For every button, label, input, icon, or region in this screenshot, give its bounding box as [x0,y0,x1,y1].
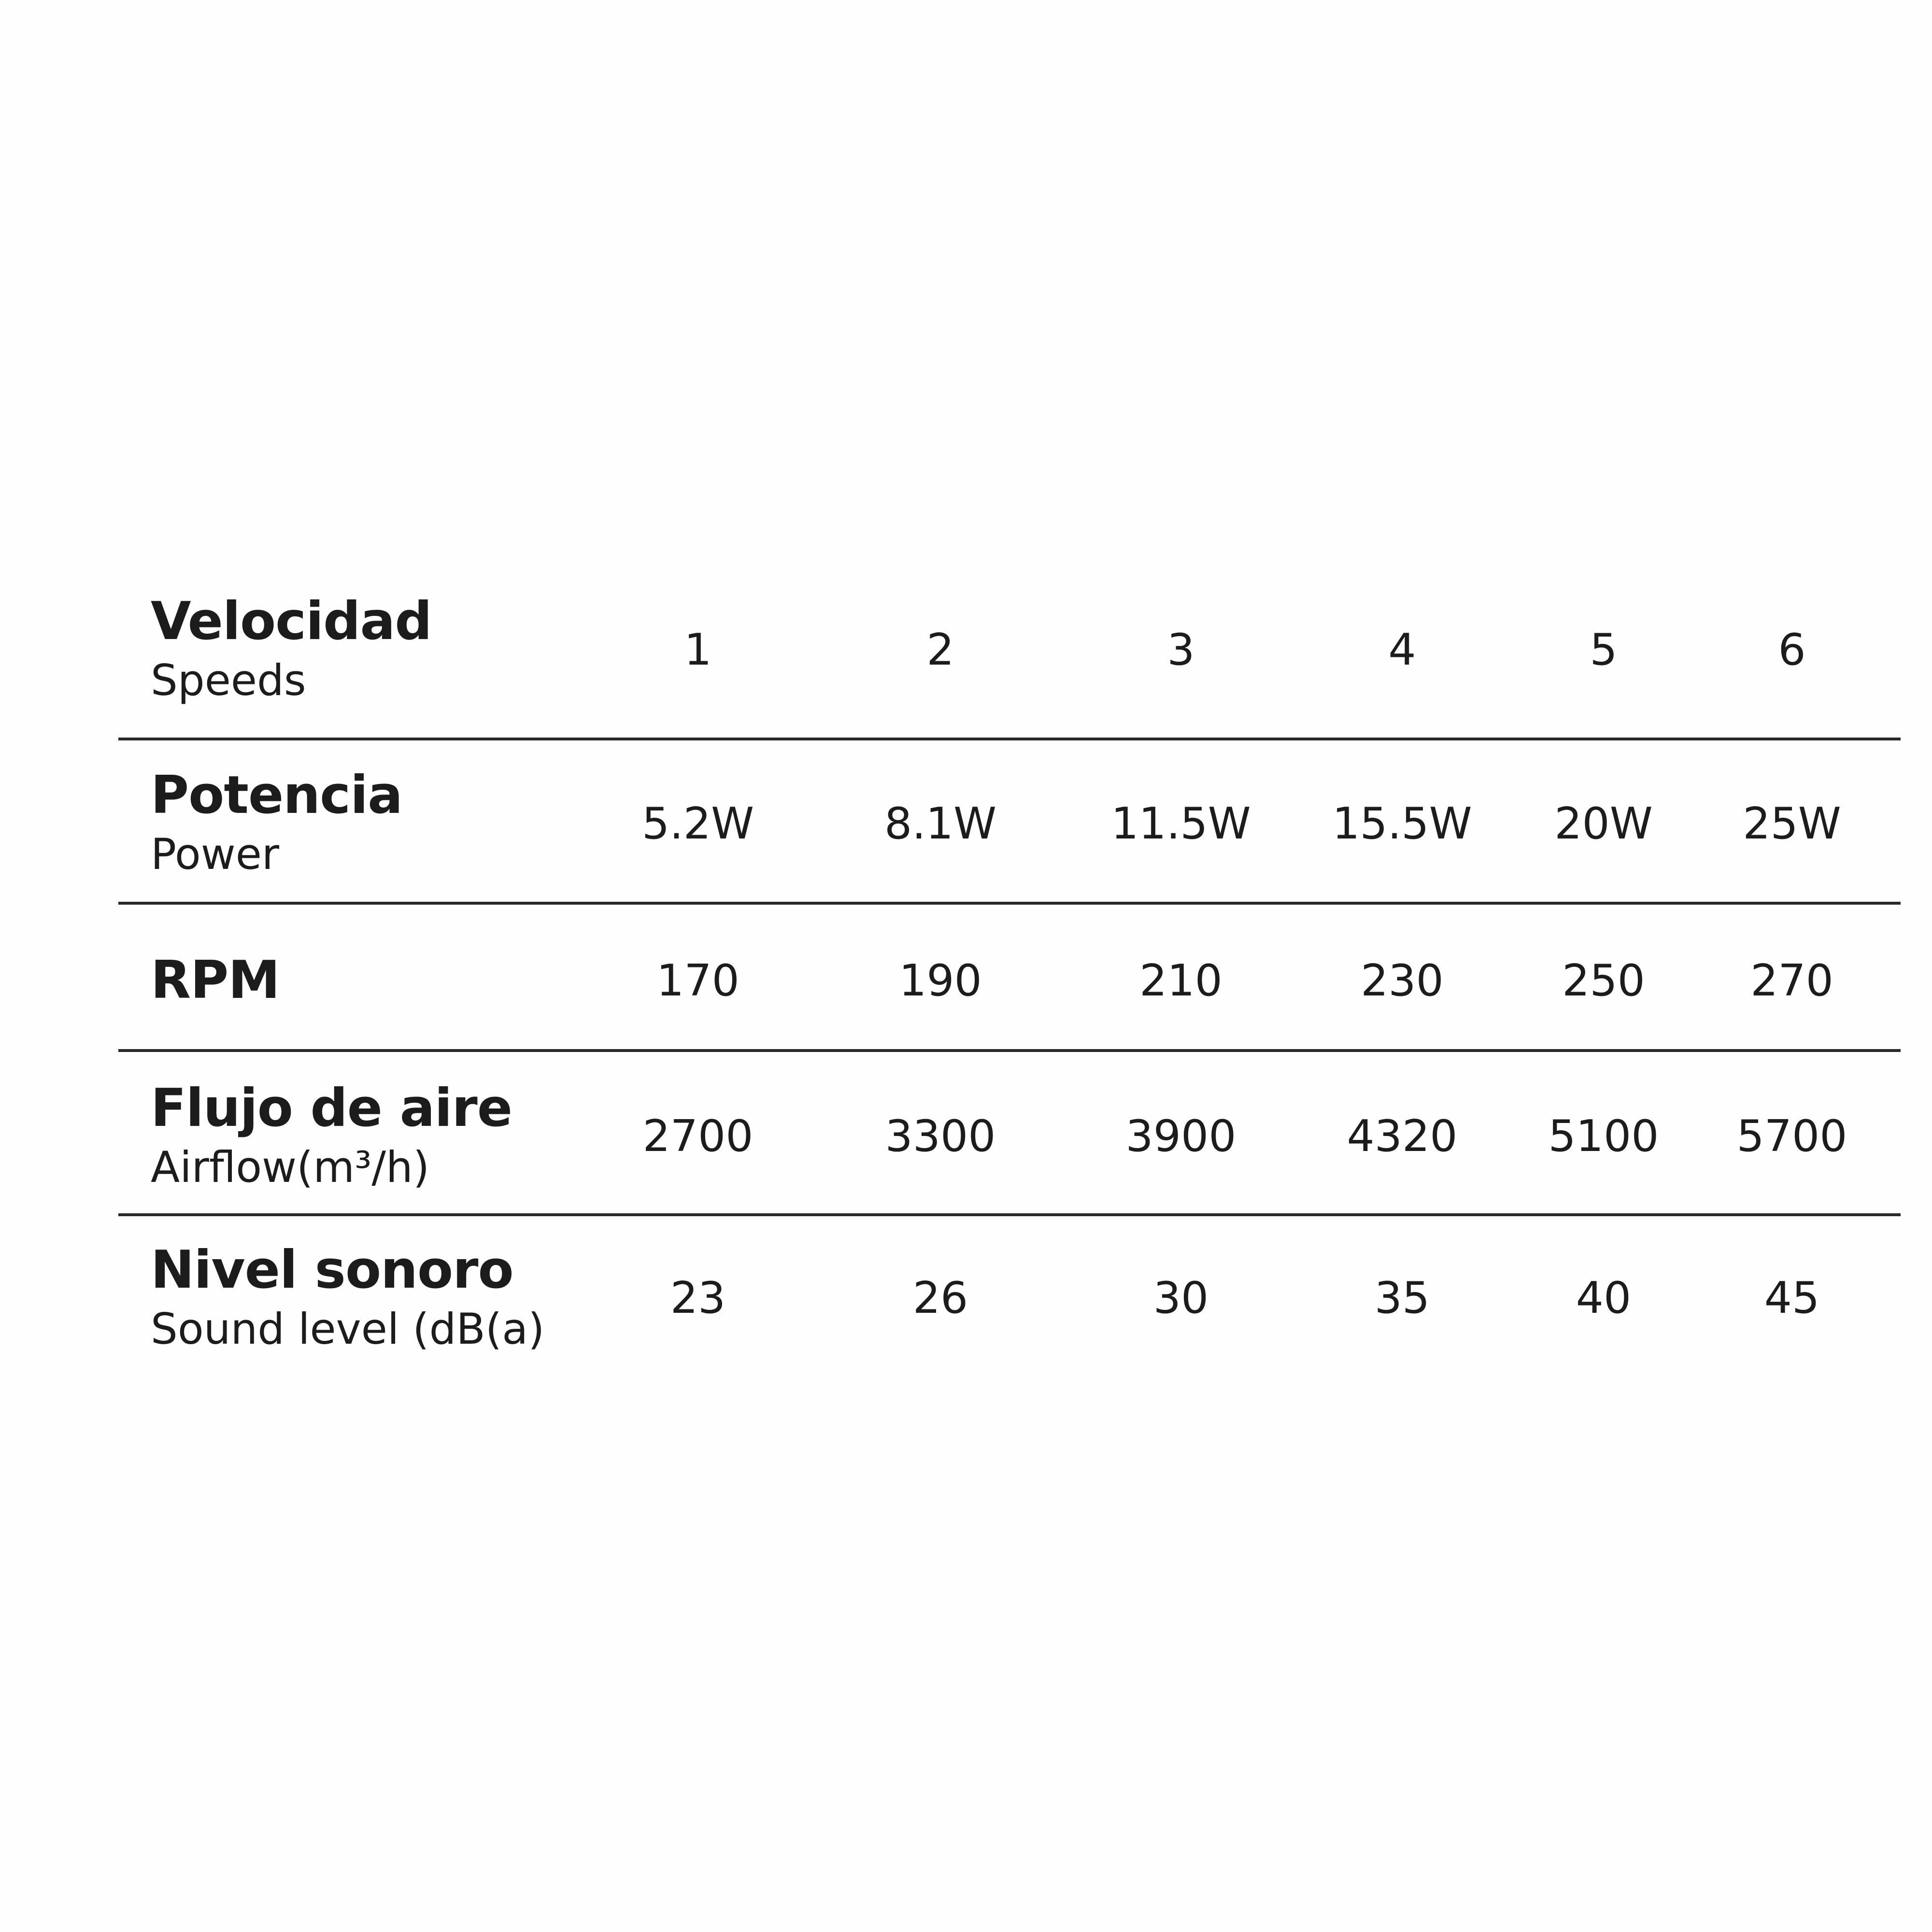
row-label [151,918,280,1043]
table-cell: 4 [1388,624,1416,675]
table-cell: 25W [1743,798,1841,849]
table-cell: 3900 [1125,1111,1236,1162]
table-cell: 1 [684,624,712,675]
row-divider [118,1213,1901,1216]
row-label-spanish: Potencia [151,765,403,825]
table-row-airflow [0,1067,1932,1205]
table-cell: 190 [899,955,982,1006]
row-label-spanish: Velocidad [151,591,432,652]
table-cell: 11.5W [1111,798,1251,849]
table-cell: 23 [670,1273,726,1323]
row-label-english: Speeds [151,655,306,705]
table-cell: 5 [1590,624,1618,675]
row-label [151,756,402,891]
table-cell: 230 [1361,955,1444,1006]
table-cell: 20W [1554,798,1653,849]
table-row-rpm [0,918,1932,1043]
row-label-spanish: Nivel sonoro [151,1239,513,1300]
table-row-power [0,756,1932,891]
row-divider [118,1049,1901,1052]
row-label-english: Power [151,829,280,879]
table-cell: 2700 [642,1111,753,1162]
table-cell: 250 [1562,955,1645,1006]
table-cell: 170 [656,955,739,1006]
row-label-english: Sound level (dB(a) [151,1304,545,1354]
table-cell: 5.2W [641,798,754,849]
row-divider [118,902,1901,905]
row-label [151,1067,512,1205]
table-cell: 4320 [1347,1111,1458,1162]
row-label-spanish: RPM [151,950,280,1010]
row-divider [118,738,1901,740]
table-cell: 3300 [885,1111,996,1162]
table-cell: 8.1W [884,798,997,849]
row-label [151,1229,544,1367]
table-cell: 2 [926,624,954,675]
table-cell: 3 [1167,624,1195,675]
row-label-spanish: Flujo de aire [151,1078,512,1138]
table-cell: 30 [1153,1273,1209,1323]
table-cell: 26 [912,1273,968,1323]
table-cell: 35 [1374,1273,1430,1323]
table-cell: 15.5W [1332,798,1472,849]
table-cell: 45 [1764,1273,1820,1323]
table-cell: 6 [1778,624,1806,675]
row-label [151,577,432,722]
table-row-sound-level [0,1229,1932,1367]
row-label-english: Airflow(m³/h) [151,1142,430,1192]
table-cell: 5100 [1548,1111,1659,1162]
table-cell: 5700 [1736,1111,1847,1162]
table-cell: 40 [1576,1273,1632,1323]
table-row-speeds [0,577,1932,722]
table-cell: 270 [1750,955,1833,1006]
table-cell: 210 [1139,955,1222,1006]
